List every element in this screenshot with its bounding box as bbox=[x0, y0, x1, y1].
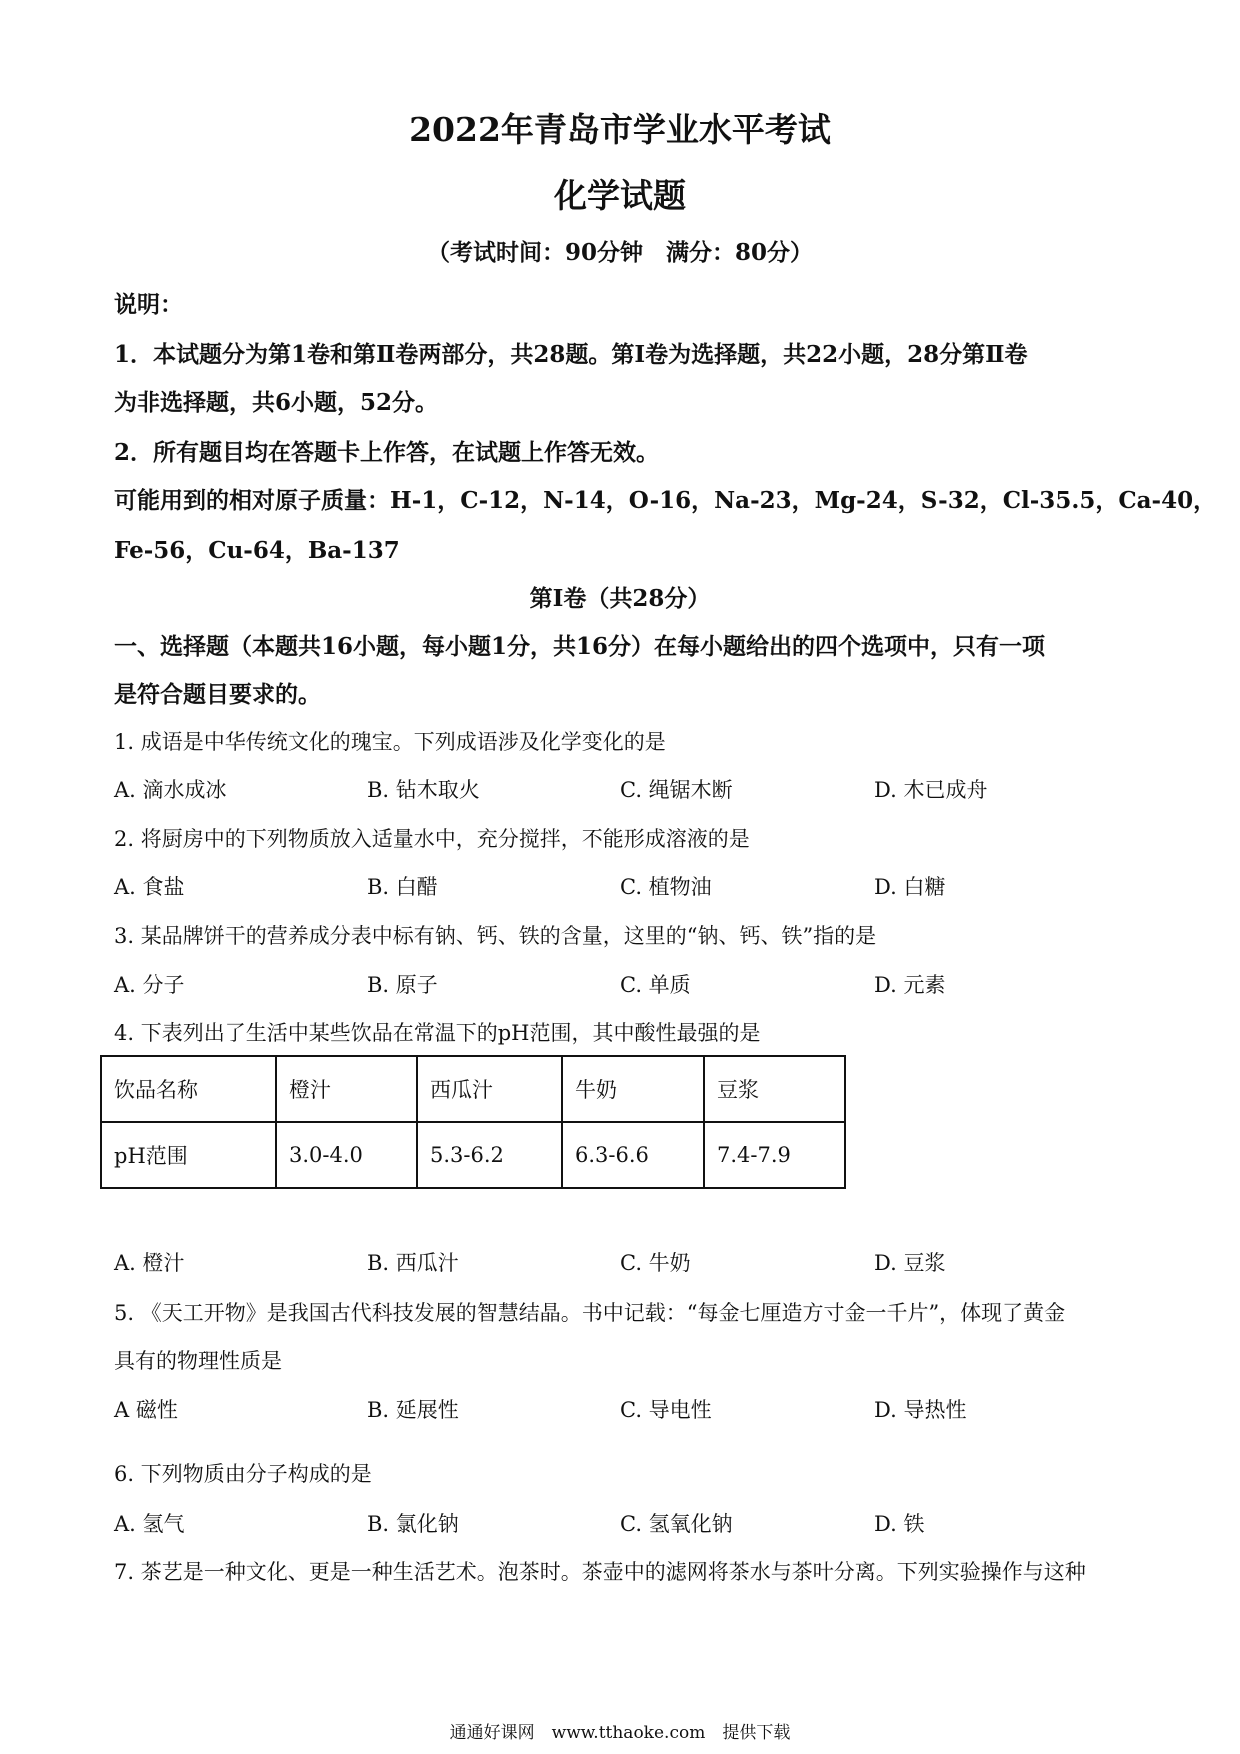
table-row bbox=[101, 1056, 845, 1122]
question-2-options bbox=[114, 871, 1124, 903]
table-cell: 7.4-7.9 bbox=[704, 1122, 845, 1188]
option-d: D. 木已成舟 bbox=[874, 778, 988, 802]
section-desc-a: 一、选择题（本题共16小题，每小题1分，共16分）在每小题给出的四个选项中，只有一项 bbox=[114, 633, 1046, 660]
table-header-cell: 橙汁 bbox=[276, 1056, 417, 1122]
option-b: B. 延展性 bbox=[367, 1398, 459, 1422]
question-2-stem: 2. 将厨房中的下列物质放入适量水中，充分搅拌，不能形成溶液的是 bbox=[114, 827, 750, 851]
option-b: B. 钻木取火 bbox=[367, 778, 480, 802]
question-6-options bbox=[114, 1508, 1124, 1540]
option-b: B. 白醋 bbox=[367, 875, 438, 899]
question-4-options bbox=[114, 1247, 1124, 1279]
option-d: D. 豆浆 bbox=[874, 1251, 946, 1275]
instructions-heading: 说明： bbox=[114, 291, 183, 318]
question-1-options bbox=[114, 774, 1124, 806]
table-header-cell: 牛奶 bbox=[562, 1056, 704, 1122]
option-c: C. 绳锯木断 bbox=[620, 778, 733, 802]
instruction-1-a: 1．本试题分为第1卷和第Ⅱ卷两部分，共28题。第I卷为选择题，共22小题，28分第Ⅱ卷 bbox=[114, 341, 1028, 368]
section-title: 第I卷（共28分） bbox=[529, 585, 711, 612]
ph-table bbox=[100, 1055, 846, 1189]
option-b: B. 原子 bbox=[367, 973, 438, 997]
question-5-stem-a: 5. 《天工开物》是我国古代科技发展的智慧结晶。书中记载：“每金七厘造方寸金一千片”，体现了黄金 bbox=[114, 1301, 1066, 1325]
option-a: A. 食盐 bbox=[114, 875, 185, 899]
atomic-mass-b: Fe-56，Cu-64，Ba-137 bbox=[114, 537, 400, 564]
question-3-stem: 3. 某品牌饼干的营养成分表中标有钠、钙、铁的含量，这里的“钠、钙、铁”指的是 bbox=[114, 924, 877, 948]
option-d: D. 导热性 bbox=[874, 1398, 967, 1422]
atomic-mass-a: 可能用到的相对原子质量：H-1，C-12，N-14，O-16，Na-23，Mg-24，S-32，Cl-35.5，Ca-40， bbox=[114, 487, 1217, 514]
option-d: D. 铁 bbox=[874, 1512, 925, 1536]
option-a: A. 氢气 bbox=[114, 1512, 185, 1536]
table-cell: pH范围 bbox=[101, 1122, 276, 1188]
subject-title: 化学试题 bbox=[554, 176, 686, 215]
exam-title: 2022年青岛市学业水平考试 bbox=[409, 110, 831, 149]
option-c: C. 牛奶 bbox=[620, 1251, 691, 1275]
instruction-1-b: 为非选择题，共6小题，52分。 bbox=[114, 389, 439, 416]
question-6-stem: 6. 下列物质由分子构成的是 bbox=[114, 1462, 372, 1486]
option-a: A. 橙汁 bbox=[114, 1251, 185, 1275]
exam-info: （考试时间：90分钟 满分：80分） bbox=[426, 239, 813, 266]
option-c: C. 植物油 bbox=[620, 875, 712, 899]
question-1-stem: 1. 成语是中华传统文化的瑰宝。下列成语涉及化学变化的是 bbox=[114, 730, 666, 754]
option-b: B. 西瓜汁 bbox=[367, 1251, 459, 1275]
option-a: A. 滴水成冰 bbox=[114, 778, 227, 802]
table-header-cell: 豆浆 bbox=[704, 1056, 845, 1122]
question-3-options bbox=[114, 969, 1124, 1001]
option-b: B. 氯化钠 bbox=[367, 1512, 459, 1536]
option-c: C. 导电性 bbox=[620, 1398, 712, 1422]
section-desc-b: 是符合题目要求的。 bbox=[114, 681, 321, 708]
table-row bbox=[101, 1122, 845, 1188]
question-5-stem-b: 具有的物理性质是 bbox=[114, 1349, 282, 1373]
question-4-stem: 4. 下表列出了生活中某些饮品在常温下的pH范围，其中酸性最强的是 bbox=[114, 1021, 761, 1045]
table-cell: 5.3-6.2 bbox=[417, 1122, 562, 1188]
option-a: A 磁性 bbox=[114, 1398, 178, 1422]
table-cell: 3.0-4.0 bbox=[276, 1122, 417, 1188]
table-header-cell: 西瓜汁 bbox=[417, 1056, 562, 1122]
question-7-stem: 7. 茶艺是一种文化、更是一种生活艺术。泡茶时。茶壶中的滤网将茶水与茶叶分离。下列实验操作与这种 bbox=[114, 1560, 1086, 1584]
table-header-cell: 饮品名称 bbox=[101, 1056, 276, 1122]
instruction-2: 2．所有题目均在答题卡上作答，在试题上作答无效。 bbox=[114, 439, 660, 466]
option-d: D. 元素 bbox=[874, 973, 946, 997]
table-cell: 6.3-6.6 bbox=[562, 1122, 704, 1188]
question-5-options bbox=[114, 1394, 1124, 1426]
option-c: C. 单质 bbox=[620, 973, 691, 997]
option-d: D. 白糖 bbox=[874, 875, 946, 899]
option-a: A. 分子 bbox=[114, 973, 185, 997]
page-footer: 通通好课网 www.tthaoke.com 提供下载 bbox=[449, 1723, 791, 1743]
option-c: C. 氢氧化钠 bbox=[620, 1512, 733, 1536]
